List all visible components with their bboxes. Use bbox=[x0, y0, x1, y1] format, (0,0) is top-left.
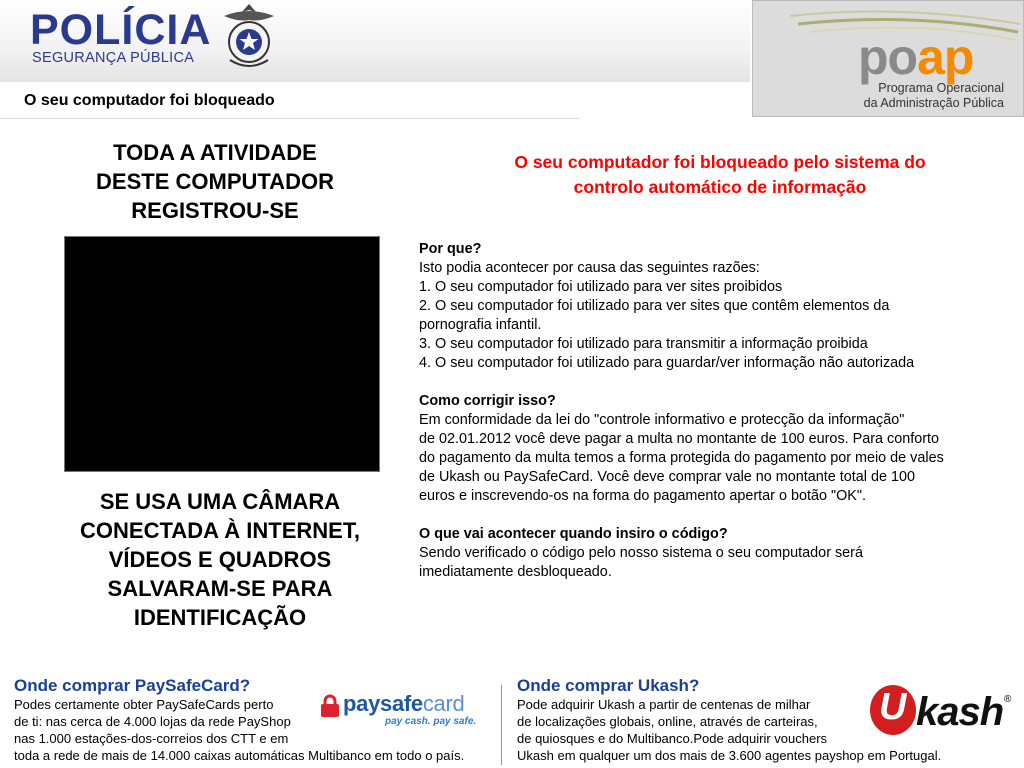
camera-line: SE USA UMA CÂMARA bbox=[99, 489, 341, 514]
camera-line: IDENTIFICAÇÃO bbox=[133, 605, 307, 630]
fix-line: de Ukash ou PaySafeCard. Você deve comprar vale no montante total de 100 bbox=[419, 469, 915, 485]
paysafecard-line: nas 1.000 estações-dos-correios dos CTT e em bbox=[14, 731, 289, 746]
activity-line: DESTE COMPUTADOR bbox=[96, 169, 334, 194]
why-line: pornografia infantil. bbox=[419, 317, 542, 333]
police-logo-title: POLÍCIA bbox=[30, 6, 212, 54]
ukash-logo-u: U bbox=[879, 686, 907, 728]
activity-line: TODA A ATIVIDADE bbox=[113, 140, 317, 165]
poap-logo bbox=[858, 29, 974, 85]
police-logo-subtitle: SEGURANÇA PÚBLICA bbox=[32, 50, 195, 66]
paysafecard-tagline: pay cash. pay safe. bbox=[385, 716, 477, 727]
poap-subtitle-line1: Programa Operacional bbox=[878, 81, 1004, 95]
paysafecard-line: Podes certamente obter PaySafeCards perto bbox=[14, 697, 274, 712]
paysafecard-logo bbox=[343, 691, 464, 717]
why-line: 4. O seu computador foi utilizado para guardar/ver informação não autorizada bbox=[419, 355, 915, 371]
fix-line: do pagamento da multa temos a forma protegida do pagamento por meio de vales bbox=[419, 450, 944, 466]
alert-heading bbox=[470, 150, 970, 200]
why-heading: Por que? bbox=[419, 241, 482, 257]
why-line: Isto podia acontecer por causa das seguintes razões: bbox=[419, 260, 760, 276]
camera-line: SALVARAM-SE PARA bbox=[107, 576, 333, 601]
ukash-line: de quiosques e do Multibanco.Pode adquirir vouchers bbox=[517, 731, 828, 746]
why-line: 1. O seu computador foi utilizado para ver sites proibidos bbox=[419, 279, 783, 295]
activity-warning bbox=[40, 138, 390, 225]
ukash-heading: Onde comprar Ukash? bbox=[517, 676, 700, 695]
poap-logo-po: po bbox=[858, 29, 918, 85]
camera-line: CONECTADA À INTERNET, bbox=[80, 518, 360, 543]
paysafecard-line: de ti: nas cerca de 4.000 lojas da rede PayShop bbox=[14, 714, 291, 729]
code-line: imediatamente desbloqueado. bbox=[419, 564, 612, 580]
poap-logo-ap: ap bbox=[917, 29, 974, 85]
paysafecard-line: toda a rede de mais de 14.000 caixas automáticas Multibanco em todo o país. bbox=[14, 748, 465, 763]
poap-subtitle-line2: da Administração Pública bbox=[863, 96, 1004, 110]
page-title: O seu computador foi bloqueado bbox=[24, 92, 275, 109]
fix-line: euros e inscrevendo-os na forma do pagamento apertar o botão "OK". bbox=[419, 488, 866, 504]
fix-heading: Como corrigir isso? bbox=[419, 393, 556, 409]
paysafecard-logo-card: card bbox=[422, 691, 465, 716]
code-line: Sendo verificado o código pelo nosso sistema o seu computador será bbox=[419, 545, 863, 561]
webcam-preview bbox=[64, 236, 380, 472]
ukash-line: Pode adquirir Ukash a partir de centenas de milhar bbox=[517, 697, 811, 712]
paysafecard-logo-pay: paysafe bbox=[343, 691, 423, 716]
ukash-line: Ukash em qualquer um dos mais de 3.600 agentes payshop em Portugal. bbox=[517, 748, 942, 763]
why-line: 3. O seu computador foi utilizado para transmitir a informação proibida bbox=[419, 336, 868, 352]
why-line: 2. O seu computador foi utilizado para ver sites que contêm elementos da bbox=[419, 298, 890, 314]
fix-line: Em conformidade da lei do "controle informativo e protecção da informação" bbox=[419, 412, 905, 428]
paysafecard-heading: Onde comprar PaySafeCard? bbox=[14, 676, 251, 695]
camera-line: VÍDEOS E QUADROS bbox=[108, 547, 332, 572]
fix-line: de 02.01.2012 você deve pagar a multa no montante de 100 euros. Para conforto bbox=[419, 431, 940, 447]
alert-heading-line: O seu computador foi bloqueado pelo sistema do bbox=[514, 152, 926, 172]
footer-divider bbox=[501, 685, 502, 765]
activity-line: REGISTROU-SE bbox=[131, 198, 299, 223]
code-heading: O que vai acontecer quando insiro o código? bbox=[419, 526, 728, 542]
paysafecard-lock-icon bbox=[320, 694, 340, 718]
police-crest-icon bbox=[220, 2, 278, 72]
ukash-registered-mark: ® bbox=[1004, 694, 1012, 705]
alert-heading-line: controlo automático de informação bbox=[573, 177, 867, 197]
ukash-line: de localizações globais, online, através de carteiras, bbox=[517, 714, 818, 729]
camera-warning bbox=[50, 487, 390, 632]
info-text bbox=[419, 240, 1019, 582]
ukash-logo-word: kash bbox=[916, 690, 1004, 734]
